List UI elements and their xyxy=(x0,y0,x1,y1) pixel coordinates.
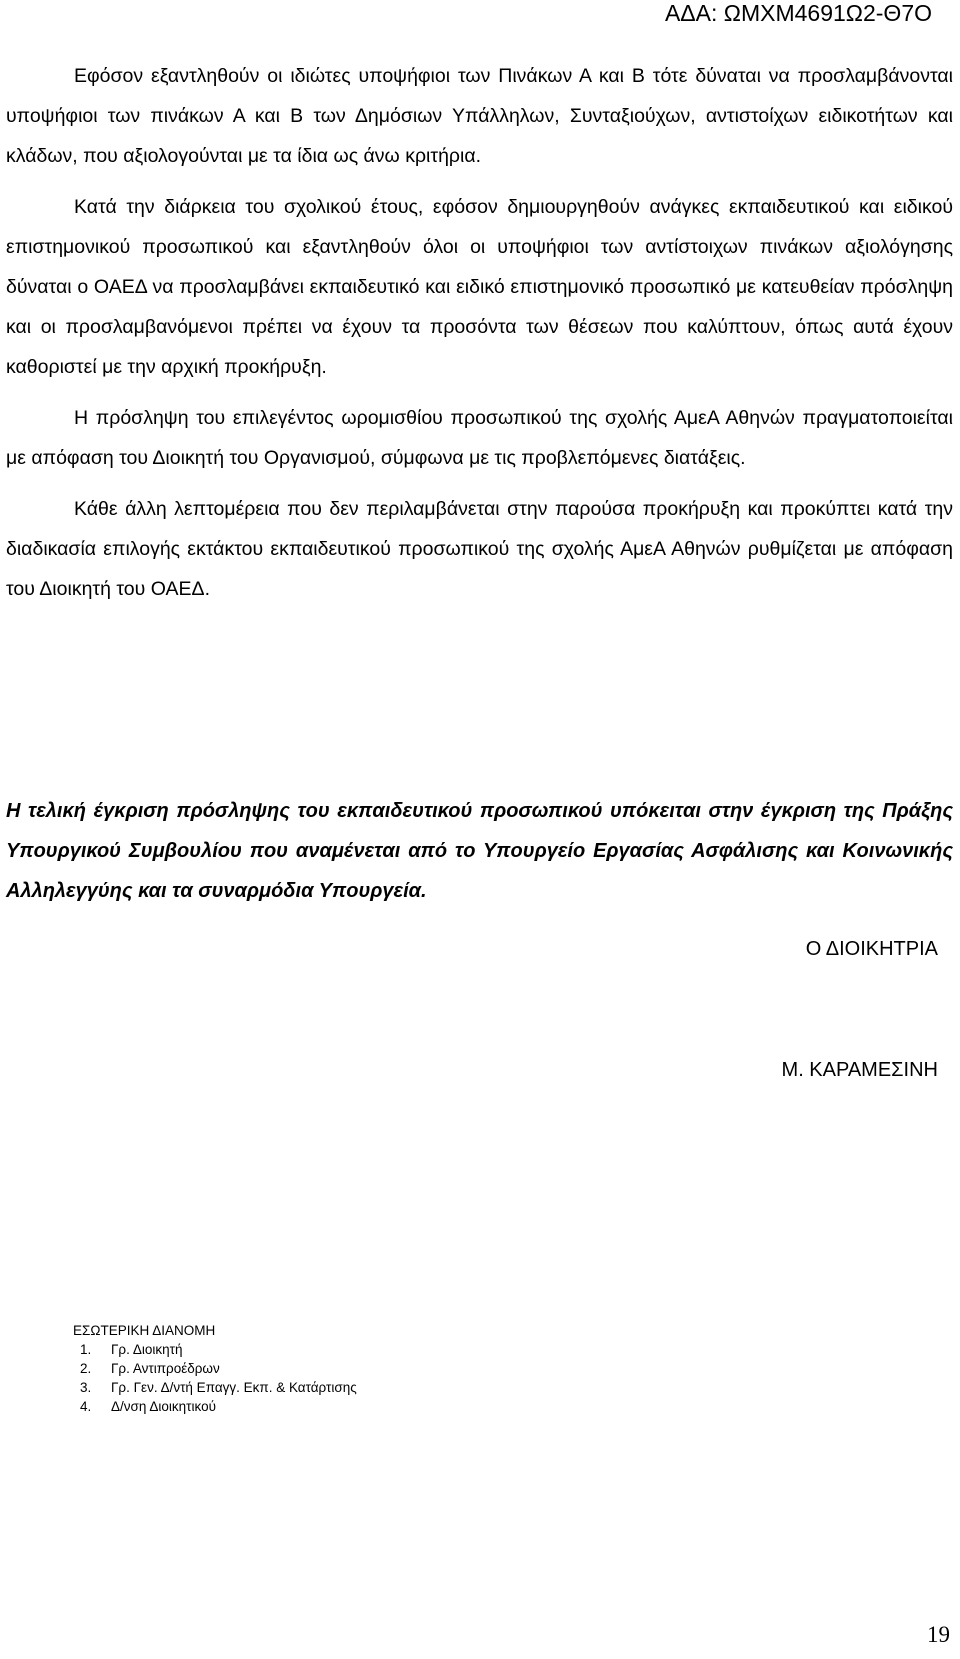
list-item-number: 4. xyxy=(80,1399,92,1414)
list-item xyxy=(73,1340,357,1359)
bullet-text: Εφόσον εξαντληθούν οι ιδιώτες υποψήφιοι των Πινάκων Α και Β τότε δύναται να προσλαμβάνονται υποψήφιοι των πινάκων Α και Β των Δημόσιων Υπάλληλων, Συνταξιούχων, αντιστοίχων ειδικοτήτων και κλάδων, που αξιολογούνται με τα ίδια ως άνω κριτήρια. xyxy=(6,65,953,167)
list-item-text: Δ/νση Διοικητικού xyxy=(111,1399,216,1414)
bullet-paragraph xyxy=(6,187,953,387)
page-number: 19 xyxy=(927,1622,950,1647)
signature-title: Ο ΔΙΟΙΚΗΤΡΙΑ xyxy=(805,938,938,960)
distribution-heading: ΕΣΩΤΕΡΙΚΗ ΔΙΑΝΟΜΗ xyxy=(73,1323,216,1338)
bullet-text: Η πρόσληψη του επιλεγέντος ωρομισθίου προσωπικού της σχολής ΑμεΑ Αθηνών πραγματοποιείται με απόφαση του Διοικητή του Οργανισμού, σύμφωνα με τις προβλεπόμενες διατάξεις. xyxy=(6,407,953,469)
list-item-number: 2. xyxy=(80,1361,92,1376)
bullet-paragraph xyxy=(6,398,953,478)
internal-distribution xyxy=(73,1321,357,1416)
list-item-text: Γρ. Γεν. Δ/ντή Επαγγ. Εκπ. & Κατάρτισης xyxy=(111,1380,357,1395)
distribution-list xyxy=(73,1340,357,1416)
list-item-text: Γρ. Διοικητή xyxy=(111,1342,183,1357)
approval-note: Η τελική έγκριση πρόσληψης του εκπαιδευτικού προσωπικού υπόκειται στην έγκριση της Πράξης Υπουργικού Συμβουλίου που αναμένεται από το Υπουργείο Εργασίας Ασφάλισης και Κοινωνικής Αλληλεγγύης και τα συναρμόδια Υπουργεία. xyxy=(6,800,953,902)
list-item-text: Γρ. Αντιπροέδρων xyxy=(111,1361,220,1376)
bullet-paragraph xyxy=(6,489,953,609)
list-item xyxy=(73,1359,357,1378)
signature-name: Μ. ΚΑΡΑΜΕΣΙΝΗ xyxy=(781,1059,938,1081)
list-item-number: 3. xyxy=(80,1380,92,1395)
list-item xyxy=(73,1378,357,1397)
body-text xyxy=(6,56,953,620)
ada-code: ΑΔΑ: ΩΜΧΜ4691Ω2-Θ7Ο xyxy=(664,0,932,26)
bullet-text: Κατά την διάρκεια του σχολικού έτους, εφόσον δημιουργηθούν ανάγκες εκπαιδευτικού και ειδικού επιστημονικού προσωπικού και εξαντληθούν όλοι οι υποψήφιοι των αντίστοιχων πινάκων αξιολόγησης δύναται ο ΟΑΕΔ να προσλαμβάνει εκπαιδευτικό και ειδικό επιστημονικό προσωπικό με κατευθείαν πρόσληψη και οι προσλαμβανόμενοι πρέπει να έχουν τα προσόντα των θέσεων που καλύπτουν, όπως αυτά έχουν καθοριστεί με την αρχική προκήρυξη. xyxy=(6,196,953,378)
bullet-paragraph xyxy=(6,56,953,176)
list-item xyxy=(73,1397,357,1416)
bullet-text: Κάθε άλλη λεπτομέρεια που δεν περιλαμβάνεται στην παρούσα προκήρυξη και προκύπτει κατά την διαδικασία επιλογής εκτάκτου εκπαιδευτικού προσωπικού της σχολής ΑμεΑ Αθηνών ρυθμίζεται με απόφαση του Διοικητή του ΟΑΕΔ. xyxy=(6,498,953,600)
list-item-number: 1. xyxy=(80,1342,92,1357)
